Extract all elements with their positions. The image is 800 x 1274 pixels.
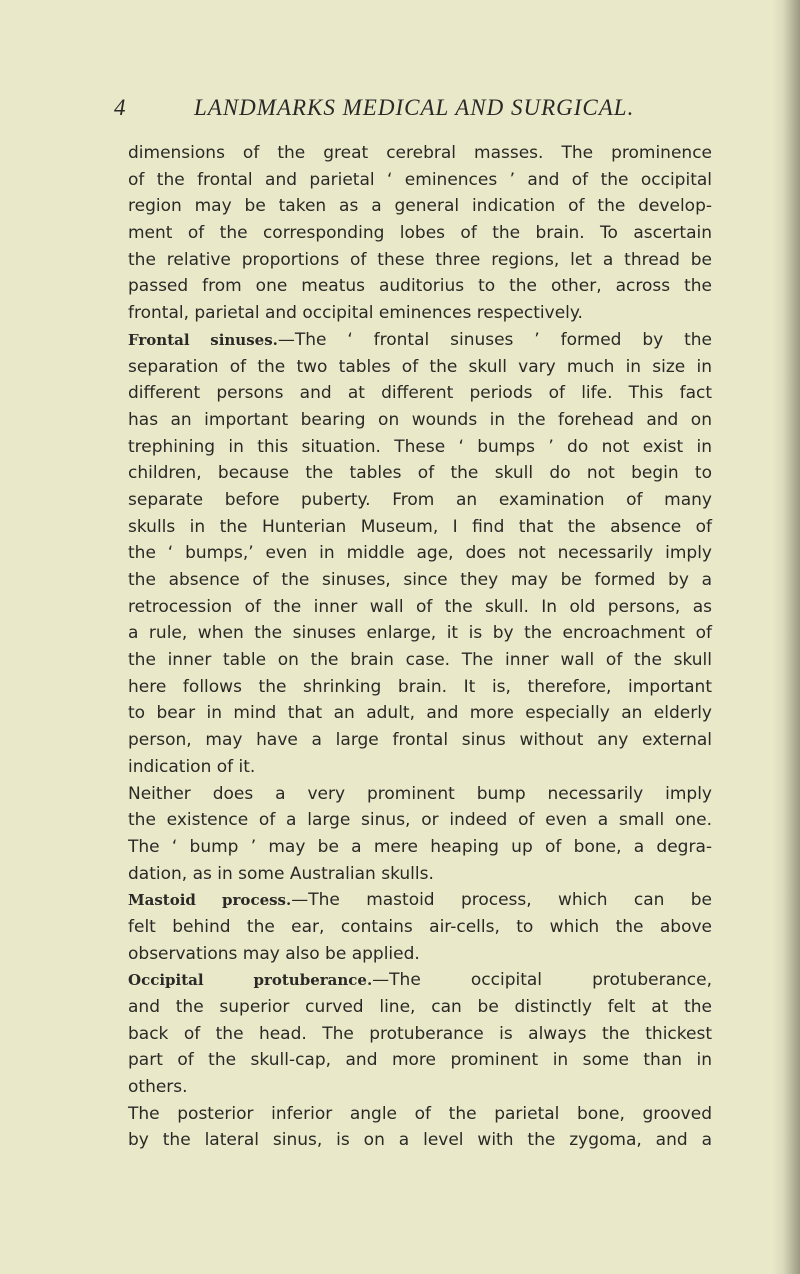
text-line: the relative proportions of these three regions, let a thread be: [128, 249, 712, 270]
running-head: LANDMARKS MEDICAL AND SURGICAL.: [194, 95, 635, 120]
text-line: passed from one meatus auditorius to the other, across the: [128, 276, 712, 297]
text-line: observations may also be applied.: [128, 943, 420, 964]
text-line: here follows the shrinking brain. It is, therefore, important: [128, 676, 712, 697]
section-heading-occipital-protuberance: Occipital protuberance.: [128, 971, 373, 990]
text-line: person, may have a large frontal sinus without any external: [128, 730, 712, 751]
text-line: skulls in the Hunterian Museum, I find that the absence of: [128, 516, 712, 537]
text-line: —The occipital protuberance,: [372, 970, 712, 991]
text-line: frontal, parietal and occipital eminences respectively.: [128, 303, 583, 324]
text-line: separation of the two tables of the skull vary much in size in: [128, 356, 712, 377]
text-line: ment of the corresponding lobes of the brain. To ascertain: [128, 223, 712, 244]
text-line: and the superior curved line, can be distinctly felt at the: [128, 997, 712, 1017]
text-line: the absence of the sinuses, since they may be formed by a: [128, 570, 712, 590]
section-heading-frontal-sinuses: Frontal sinuses.: [128, 330, 278, 349]
text-line: retrocession of the inner wall of the skull. In old persons, as: [128, 596, 712, 617]
text-line: indication of it.: [128, 756, 256, 777]
text-line-with-heading: [128, 327, 712, 354]
text-line: trephining in this situation. These ‘ bumps ’ do not exist in: [128, 436, 712, 457]
text-line-with-heading: [128, 967, 712, 994]
text-line: has an important bearing on wounds in the forehead and on: [128, 409, 712, 430]
text-line: back of the head. The protuberance is always the thickest: [128, 1023, 712, 1044]
text-line: children, because the tables of the skull do not begin to: [128, 463, 712, 484]
text-line: felt behind the ear, contains air-cells, to which the above: [128, 916, 712, 937]
body-text: [128, 140, 712, 1154]
text-line: part of the skull-cap, and more prominent in some than in: [128, 1050, 712, 1071]
text-line-with-heading: [128, 887, 712, 914]
text-line: —The mastoid process, which can be: [291, 890, 712, 911]
text-line: the ‘ bumps,’ even in middle age, does not necessarily imply: [128, 543, 712, 564]
text-line: region may be taken as a general indication of the develop-: [128, 196, 712, 217]
text-line: the inner table on the brain case. The inner wall of the skull: [128, 650, 712, 671]
text-line: The posterior inferior angle of the parietal bone, grooved: [128, 1103, 712, 1124]
text-line: of the frontal and parietal ‘ eminences ’ and of the occipital: [128, 169, 712, 190]
text-line: The ‘ bump ’ may be a mere heaping up of bone, a degra-: [128, 836, 712, 857]
text-line: Neither does a very prominent bump necessarily imply: [128, 783, 712, 804]
text-line: others.: [128, 1077, 188, 1098]
text-line: —The ‘ frontal sinuses ’ formed by the: [277, 329, 712, 350]
text-line: to bear in mind that an adult, and more especially an elderly: [128, 703, 712, 724]
text-line: different persons and at different periods of life. This fact: [128, 383, 712, 404]
page-edge-shadow: [772, 0, 800, 1274]
text-line: a rule, when the sinuses enlarge, it is by the encroachment of: [128, 623, 712, 644]
page-header: [114, 95, 714, 131]
text-line: dation, as in some Australian skulls.: [128, 863, 434, 884]
text-line: the existence of a large sinus, or indeed of even a small one.: [128, 810, 712, 831]
page-number: 4: [114, 95, 126, 120]
text-line: by the lateral sinus, is on a level with the zygoma, and a: [128, 1130, 712, 1151]
text-line: dimensions of the great cerebral masses. The prominence: [128, 143, 712, 163]
text-line: separate before puberty. From an examination of many: [128, 489, 712, 510]
section-heading-mastoid-process: Mastoid process.: [128, 891, 292, 910]
